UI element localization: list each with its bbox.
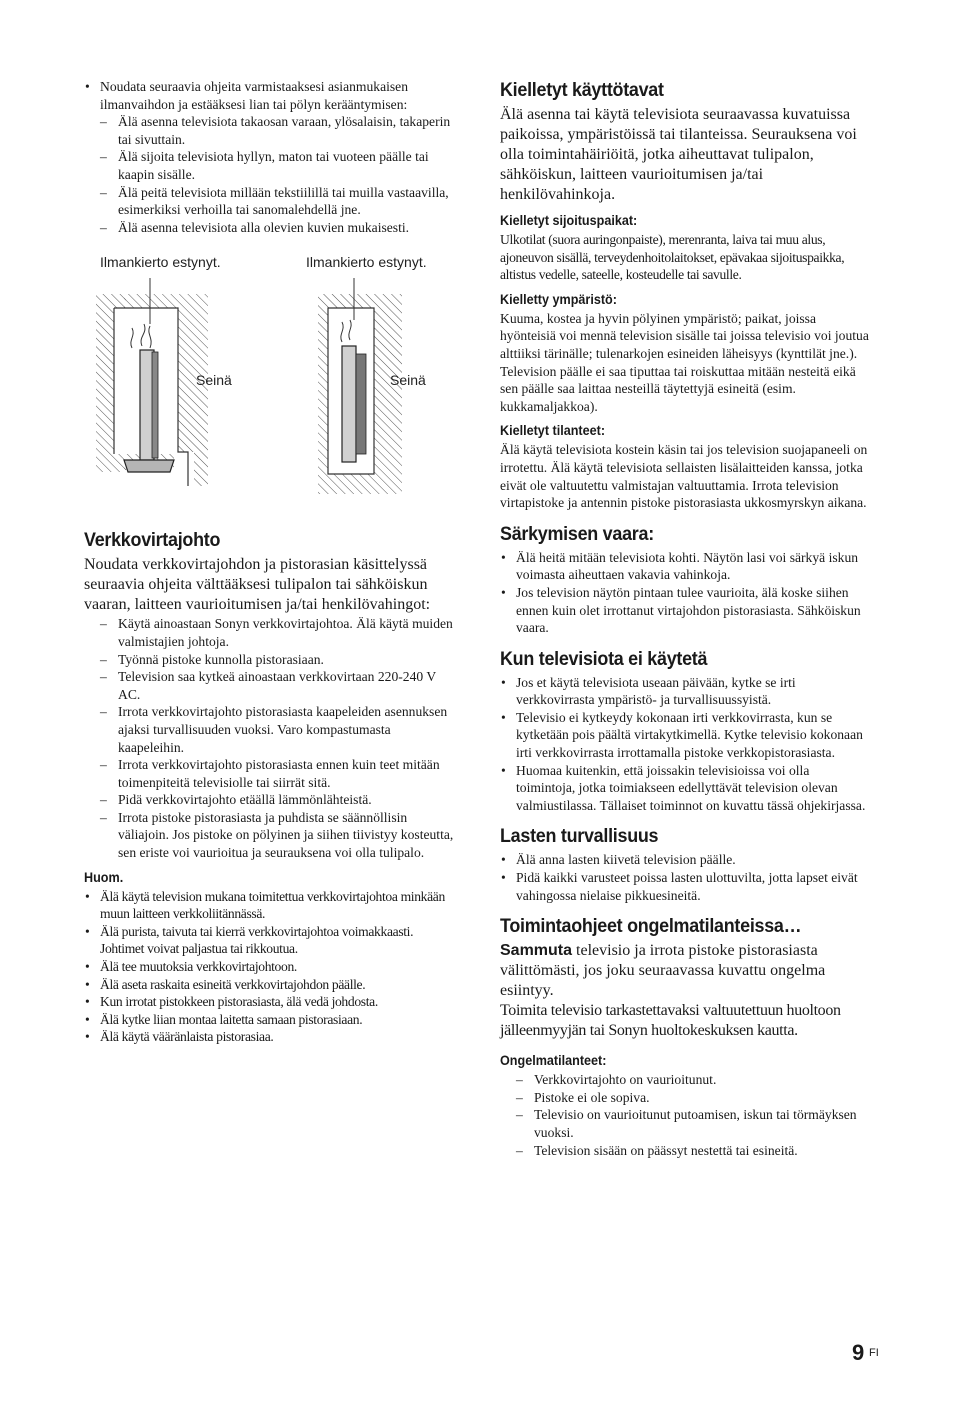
list-item: • Kun irrotat pistokkeen pistorasiasta, älä vedä johdosta.: [84, 993, 458, 1011]
ventilation-sublist: [100, 113, 458, 236]
problems-text-1-body: televisio ja irrota pistoke pistorasiasta välittömästi, jos joku seuraavassa kuvattu ongelma esiintyy.: [500, 942, 826, 1000]
env-heading: Kielletty ympäristö:: [500, 290, 617, 307]
problems-text-1: [500, 941, 872, 1001]
children-heading: Lasten turvallisuus: [500, 825, 659, 848]
list-item: – Älä sijoita televisiota hyllyn, maton tai vuoteen päälle tai kaapin sisälle.: [100, 148, 458, 183]
unused-list: [500, 674, 872, 815]
problems-text-2: Toimita televisio tarkastettavaksi valtuutettuun huoltoon jälleenmyyjän tai Sonyn huoltokeskuksen kautta.: [500, 1002, 841, 1040]
ventilation-list: [84, 78, 458, 236]
list-item: • Jos et käytä televisiota useaan päivään, kytke se irti verkkovirrasta ympäristö- ja turvallisuussyistä.: [500, 674, 872, 709]
page-number: 9: [852, 1340, 865, 1365]
breakage-list: [500, 549, 872, 637]
problems-sub-heading: Ongelmatilanteet:: [500, 1052, 607, 1069]
places-heading: Kielletyt sijoituspaikat:: [500, 212, 638, 228]
list-item: • Älä tee muutoksia verkkovirtajohtoon.: [84, 958, 458, 976]
list-item: • Älä aseta raskaita esineitä verkkovirtajohdon päälle.: [84, 976, 458, 994]
list-item: – Irrota verkkovirtajohto pistorasiasta kaapeleiden asennuksen ajaksi turvallisuuden vuoksi. Varo kompastumasta kaapeleihin.: [100, 703, 458, 756]
env-text: Kuuma, kostea ja hyvin pölyinen ympäristö; paikat, joissa hyönteisiä voi mennä television sisälle tai joissa televisio voi joutua alttiiksi tärinälle; tulenarkojen esineiden läheisyys (kynttilät jne.). Television päälle ei saa tiputtaa tai roiskuttaa mitään nesteitä eikä sen päälle saa laittaa nesteillä täytettyjä esineitä (esim. kukkamaljakkoa).: [500, 310, 869, 414]
list-item: – Verkkovirtajohto on vaurioitunut.: [516, 1071, 872, 1089]
figure-label-right: Ilmankierto estynyt.: [306, 254, 427, 271]
list-item: • Älä käytä television mukana toimitettua verkkovirtajohtoa minkään muun laitteen verkkoliitännässä.: [84, 888, 458, 923]
list-item: – Älä asenna televisiota takaosan varaan, ylösalaisin, takaperin tai sivuttain.: [100, 113, 458, 148]
list-item: – Irrota pistoke pistorasiasta ja puhdista se säännöllisin väliajoin. Jos pistoke on pölyinen ja siihen tiivistyy kosteutta, sen eriste voi vaurioitua ja seurauksena voi olla tulipalo.: [100, 809, 458, 862]
problems-lead-word: Sammuta: [500, 942, 573, 960]
wall-label-right: Seinä: [390, 372, 426, 389]
power-intro: Noudata verkkovirtajohdon ja pistorasian käsittelyssä seuraavia ohjeita välttääksesi tulipalon tai sähköiskun vaaran, laitteen vaurioitumisen ja/tai henkilövahingot:: [84, 556, 431, 614]
unused-heading: Kun televisiota ei käytetä: [500, 647, 708, 670]
ventilation-bullet: [84, 78, 458, 236]
power-list: [100, 615, 458, 861]
problems-list: [516, 1071, 872, 1159]
list-item: • Huomaa kuitenkin, että joissakin televisioissa voi olla toimintoja, jotka toimiakseen edellyttävät television olevan valmiustilassa. Tällaiset toiminnot on kuvattu tässä ohjekirjassa.: [500, 762, 872, 815]
forbidden-heading: Kielletyt käyttötavat: [500, 79, 664, 101]
list-item: – Pistoke ei ole sopiva.: [516, 1089, 872, 1107]
list-item: • Pidä kaikki varusteet poissa lasten ulottuvilta, jotta lapset eivät vahingossa nielaise pikkuesineitä.: [500, 869, 872, 904]
list-item: – Televisio on vaurioitunut putoamisen, iskun tai törmäyksen vuoksi.: [516, 1106, 872, 1141]
list-item: – Pidä verkkovirtajohto etäällä lämmönlähteistä.: [100, 791, 458, 809]
problems-heading: Toimintaohjeet ongelmatilanteissa…: [500, 915, 802, 938]
situations-heading: Kielletyt tilanteet:: [500, 422, 606, 439]
list-item: – Työnnä pistoke kunnolla pistorasiaan.: [100, 651, 458, 669]
list-item: • Televisio ei kytkeydy kokonaan irti verkkovirrasta, kun se kytketään pois päältä virtakytkimellä. Kytke televisio kokonaan irti verkkovirrasta irrottamalla pistoke verkkopistorasiasta.: [500, 709, 872, 762]
places-text: Ulkotilat (suora auringonpaiste), merenranta, laiva tai muu alus, ajoneuvon sisällä, terveydenhoitolaitokset, epävakaa sijoituspaikka, altistus vedelle, sateelle, kosteudelle tai savulle.: [500, 232, 845, 283]
figure-label-left: Ilmankierto estynyt.: [100, 254, 221, 271]
list-item: • Älä kytke liian montaa laitetta samaan pistorasiaan.: [84, 1011, 458, 1029]
breakage-heading: Särkymisen vaara:: [500, 522, 654, 545]
list-item: – Älä asenna televisiota alla olevien kuvien mukaisesti.: [100, 219, 458, 237]
list-item: • Jos television näytön pintaan tulee vaurioita, älä koske siihen ennen kuin olet irrottanut virtajohdon pistorasiasta. Sähköiskun vaara.: [500, 584, 872, 637]
left-column: [84, 78, 458, 1046]
list-item: – Television sisään on päässyt nestettä tai esineitä.: [516, 1142, 872, 1160]
list-item: – Television saa kytkeä ainoastaan verkkovirtaan 220-240 V AC.: [100, 668, 458, 703]
page-language: FI: [869, 1347, 879, 1359]
wall-label-left: Seinä: [196, 372, 232, 389]
list-item: • Älä anna lasten kiivetä television päälle.: [500, 851, 872, 869]
list-item: • Älä purista, taivuta tai kierrä verkkovirtajohtoa voimakkaasti. Johtimet voivat paljastua tai rikkoutua.: [84, 923, 458, 958]
right-column: [500, 78, 872, 1159]
list-item: – Käytä ainoastaan Sonyn verkkovirtajohtoa. Älä käytä muiden valmistajien johtoja.: [100, 615, 458, 650]
list-item: – Älä peitä televisiota millään tekstiilillä tai muilla vastaavilla, esimerkiksi verhoilla tai sanomalehdellä jne.: [100, 184, 458, 219]
ventilation-intro: Noudata seuraavia ohjeita varmistaaksesi asianmukaisen ilmanvaihdon ja estääksesi lian tai pölyn kerääntymisen:: [100, 79, 409, 112]
power-heading: Verkkovirtajohto: [84, 529, 221, 552]
forbidden-intro: Älä asenna tai käytä televisiota seuraavassa kuvatuissa paikoissa, ympäristöissä tai tilanteissa. Seurauksena voi olla toimintahäiriöitä, jotka aiheuttavat tulipalon, sähköiskun, laitteen vaurioitumisen ja/tai henkilövahinkoja.: [500, 106, 857, 203]
situations-text: Älä käytä televisiota kostein käsin tai jos television suojapaneeli on irrotettu. Älä käytä televisiota sellaisten lisälaitteiden kanssa, jotka eivät ole valtuutettu valmistajan valtuuttamia. Irrota television virtapistoke ja antennin pistoke pistorasiasta ukkosmyrskyn aikana.: [500, 442, 868, 511]
ventilation-figure: [84, 250, 458, 518]
children-list: [500, 851, 872, 904]
list-item: – Irrota verkkovirtajohto pistorasiasta ennen kuin teet mitään toimenpiteitä televisiolle tai siirrät sitä.: [100, 756, 458, 791]
note-heading: Huom.: [84, 868, 124, 885]
list-item: • Älä käytä vääränlaista pistorasiaa.: [84, 1028, 458, 1046]
list-item: • Älä heitä mitään televisiota kohti. Näytön lasi voi särkyä iskun voimasta aiheuttaen vakavia vahinkoja.: [500, 549, 872, 584]
note-list: [84, 888, 458, 1046]
